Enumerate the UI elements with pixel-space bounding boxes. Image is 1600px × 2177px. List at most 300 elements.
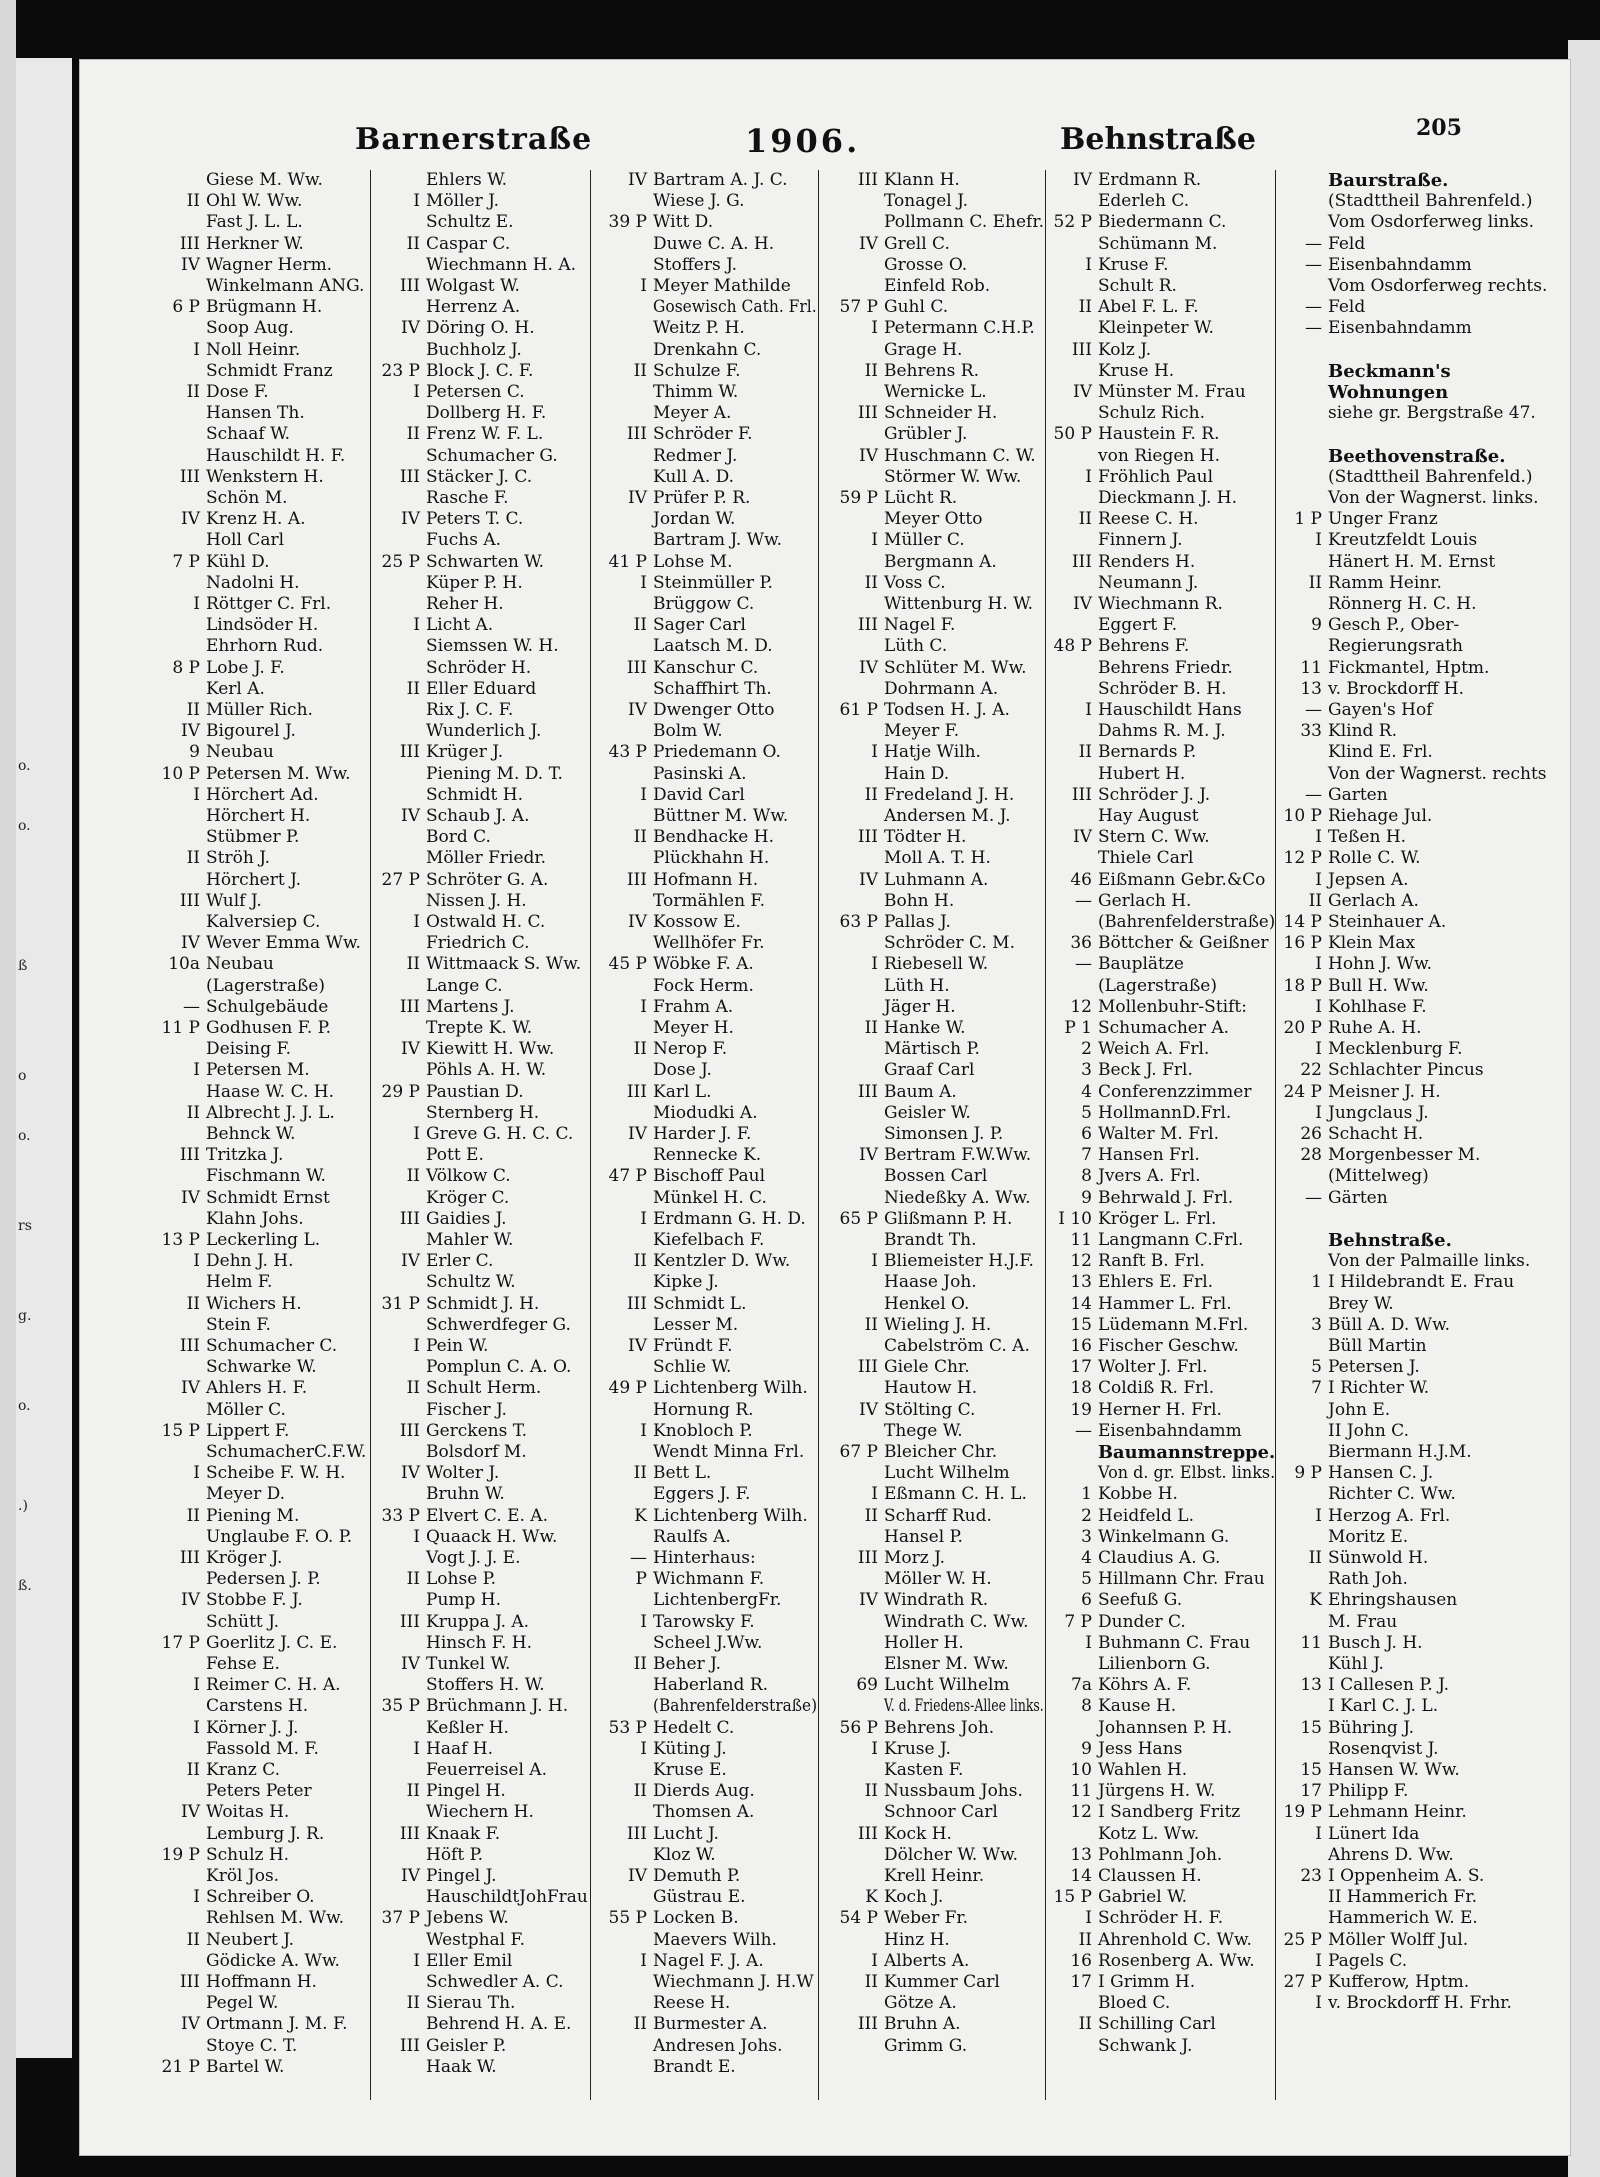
house-number: I [871, 530, 878, 551]
house-number: 3 [1081, 1526, 1092, 1547]
directory-entry [1050, 361, 1174, 382]
resident-name: Münkel H. C. [653, 1187, 767, 1208]
resident-name: Hänert H. M. Ernst [1328, 551, 1496, 572]
house-number: II [864, 1972, 878, 1992]
directory-entry [1050, 721, 1226, 742]
house-number: IV [1073, 594, 1092, 614]
resident-name: Bruhn A. [884, 2014, 961, 2035]
house-number: 10a [168, 954, 200, 975]
house-number: I [640, 996, 647, 1017]
house-number: III [857, 1357, 878, 1378]
resident-name: Grübler J. [884, 424, 968, 445]
directory-entry [1050, 1866, 1202, 1887]
resident-name: Nagel F. [884, 615, 956, 636]
house-number: I [640, 276, 647, 296]
house-number: I [871, 954, 878, 975]
directory-entry [595, 1527, 731, 1548]
resident-name: Schmidt Franz [206, 360, 333, 381]
house-number: IV [628, 700, 647, 720]
resident-name: Eller Eduard [426, 678, 537, 699]
directory-entry [822, 1866, 984, 1887]
resident-name: Scheel J.Ww. [653, 1632, 763, 1653]
house-number: I [871, 1251, 878, 1272]
house-number: IV [181, 721, 200, 742]
resident-name: Klahn Johs. [206, 1208, 304, 1229]
resident-name: Fischmann W. [206, 1166, 326, 1187]
resident-name: Tunkel W. [426, 1654, 511, 1674]
resident-name: Grimm G. [884, 2035, 968, 2056]
house-number: — [1305, 1187, 1322, 1208]
resident-name: Unglaube F. O. P. [206, 1526, 353, 1547]
directory-entry [1050, 1082, 1251, 1103]
resident-name: Fredeland J. H. [884, 784, 1015, 805]
house-number: 8 [1081, 1696, 1092, 1717]
resident-name: Thomsen A. [653, 1802, 755, 1823]
directory-entry [822, 530, 965, 551]
resident-name: Haase W. C. H. [206, 1081, 335, 1102]
resident-name: Jebens W. [426, 1908, 509, 1929]
directory-entry [1280, 318, 1472, 339]
directory-entry [822, 2036, 967, 2057]
resident-name: Pingel J. [426, 1866, 497, 1886]
resident-name: Fassold M. F. [206, 1738, 319, 1759]
house-number: I [413, 912, 420, 932]
resident-name: Nussbaum Johs. [884, 1781, 1023, 1802]
resident-name: Johannsen P. H. [1098, 1717, 1233, 1738]
directory-entry [595, 679, 772, 700]
directory-entry [1280, 1336, 1427, 1357]
directory-entry [822, 806, 1011, 827]
resident-name: Kruse H. [1098, 360, 1175, 381]
directory-entry [140, 615, 318, 636]
directory-entry [822, 1930, 950, 1951]
house-number: III [857, 403, 878, 424]
directory-entry [1050, 2036, 1192, 2057]
directory-entry [822, 424, 967, 445]
directory-entry [376, 382, 525, 403]
directory-entry [595, 1188, 767, 1209]
directory-entry [1280, 361, 1451, 382]
resident-name: Steinhauer A. [1328, 912, 1447, 932]
house-number: 54 P [839, 1908, 878, 1929]
resident-name: Wieling J. H. [884, 1314, 992, 1335]
facing-page-edge [16, 58, 72, 2058]
directory-entry [376, 1145, 484, 1166]
resident-name: Schmidt Ernst [206, 1187, 330, 1208]
margin-fragment: o. [18, 1128, 31, 1144]
directory-entry [376, 1251, 493, 1272]
resident-name: Vom Osdorferweg rechts. [1328, 276, 1548, 296]
directory-entry [822, 1124, 1003, 1145]
margin-fragment: o. [18, 758, 31, 774]
resident-name: Rasche F. [426, 488, 509, 508]
resident-name: Jepsen A. [1328, 869, 1409, 890]
house-number: I [640, 1208, 647, 1229]
house-number: IV [628, 1124, 647, 1144]
directory-entry [376, 1336, 488, 1357]
house-number: I [413, 1336, 420, 1356]
directory-entry [140, 1039, 291, 1060]
directory-entry [140, 1739, 319, 1760]
directory-entry [822, 1887, 943, 1908]
directory-entry [595, 1251, 790, 1272]
resident-name: Frenz W. F. L. [426, 424, 544, 445]
house-number: — [1305, 254, 1322, 275]
house-number: — [630, 1548, 647, 1568]
resident-name: Lobe J. F. [206, 657, 285, 678]
resident-name: Petersen M. [206, 1060, 310, 1081]
house-number: 7 P [1064, 1611, 1092, 1632]
house-number: II [633, 827, 647, 848]
house-number: 12 [1070, 996, 1092, 1017]
house-number: 15 [1070, 1314, 1092, 1335]
resident-name: Grell C. [884, 233, 950, 254]
directory-entry [1280, 615, 1459, 636]
directory-entry [1050, 1908, 1223, 1929]
directory-entry [376, 636, 559, 657]
directory-entry [1280, 1527, 1408, 1548]
house-number: I [1085, 1632, 1092, 1653]
resident-name: Völkow C. [426, 1166, 511, 1187]
resident-name: Bossen Carl [884, 1166, 988, 1187]
house-number: II [1078, 742, 1092, 763]
directory-entry [822, 1463, 1010, 1484]
resident-name: Keßler H. [426, 1717, 509, 1738]
directory-entry [1280, 1590, 1457, 1611]
resident-name: Kentzler D. Ww. [653, 1251, 791, 1272]
resident-name: Eisenbahndamm [1328, 254, 1472, 275]
directory-entry [1280, 1654, 1384, 1675]
resident-name: Winkelmann ANG. [206, 276, 365, 296]
resident-name: Thiele Carl [1098, 848, 1194, 869]
resident-name: Helm F. [206, 1272, 273, 1293]
resident-name: Pasinski A. [653, 763, 747, 784]
house-number: II [864, 1505, 878, 1526]
house-number: III [857, 1823, 878, 1844]
directory-entry [376, 488, 509, 509]
resident-name: Bendhacke H. [653, 827, 774, 848]
directory-entry [595, 827, 774, 848]
resident-name: Hofmann H. [653, 869, 759, 890]
resident-name: Schümann M. [1098, 233, 1218, 254]
resident-name: Dehn J. H. [206, 1251, 294, 1272]
directory-entry [595, 530, 782, 551]
resident-name: Westphal F. [426, 1929, 526, 1950]
directory-entry [1280, 1718, 1414, 1739]
directory-entry [1050, 170, 1201, 191]
resident-name: Schulgebäude [206, 996, 329, 1017]
margin-fragment: rs [18, 1218, 32, 1234]
resident-name: Köhrs A. F. [1098, 1675, 1192, 1696]
directory-entry [595, 997, 733, 1018]
resident-name: HollmannD.Frl. [1098, 1102, 1232, 1123]
house-number: 28 [1300, 1145, 1322, 1166]
resident-name: Schreiber O. [206, 1887, 315, 1908]
house-number: III [399, 1611, 420, 1632]
directory-entry [822, 870, 988, 891]
house-number: II [186, 1505, 200, 1526]
house-number: II [864, 1314, 878, 1335]
resident-name: Goerlitz J. C. E. [206, 1632, 338, 1653]
directory-entry [376, 1294, 539, 1315]
directory-entry [140, 997, 328, 1018]
resident-name: Demuth P. [653, 1866, 741, 1886]
resident-name: Hammerich W. E. [1328, 1908, 1478, 1929]
directory-entry [1280, 1675, 1449, 1696]
resident-name: Pedersen J. P. [206, 1569, 321, 1590]
resident-name: Bauplätze [1098, 954, 1184, 975]
directory-entry [595, 1357, 731, 1378]
resident-name: Herkner W. [206, 233, 304, 254]
resident-name: Pomplun C. A. O. [426, 1357, 572, 1378]
directory-entry [595, 1060, 712, 1081]
house-number: 16 P [1283, 933, 1322, 954]
directory-entry [1050, 1357, 1207, 1378]
house-number: IV [401, 509, 420, 530]
resident-name: Deising F. [206, 1039, 292, 1060]
directory-entry [595, 1166, 765, 1187]
resident-name: Pein W. [426, 1336, 489, 1356]
directory-entry [822, 255, 967, 276]
resident-name: Von der Wagnerst. rechts [1328, 763, 1547, 784]
resident-name: Krüger J. [426, 742, 504, 763]
resident-name: Kruppa J. A. [426, 1611, 530, 1632]
resident-name: Bernards P. [1098, 742, 1197, 763]
directory-entry [1050, 382, 1246, 403]
directory-entry [140, 488, 288, 509]
house-number: II [406, 1569, 420, 1590]
directory-entry [140, 1612, 279, 1633]
directory-entry [376, 467, 532, 488]
directory-entry [376, 403, 546, 424]
resident-name: Raulfs A. [653, 1526, 731, 1547]
resident-name: Hanke W. [884, 1018, 966, 1038]
directory-entry [376, 848, 546, 869]
directory-entry [1050, 594, 1223, 615]
directory-entry [140, 1103, 335, 1124]
directory-entry [595, 806, 788, 827]
house-number: 13 [1070, 1844, 1092, 1865]
directory-entry [822, 573, 946, 594]
resident-name: Piening M. D. T. [426, 763, 563, 784]
directory-entry [822, 1166, 987, 1187]
house-number: I [1085, 1908, 1092, 1929]
directory-entry [140, 1336, 337, 1357]
house-number: I [193, 1463, 200, 1484]
house-number: IV [859, 1399, 878, 1420]
house-number: 1 P [1294, 509, 1322, 530]
directory-entry [376, 912, 545, 933]
directory-entry [595, 1739, 727, 1760]
directory-entry [822, 1612, 1029, 1633]
resident-name: Pöhls A. H. W. [426, 1060, 547, 1081]
house-number: III [1071, 551, 1092, 572]
directory-entry [376, 255, 576, 276]
resident-name: Fischer Geschw. [1098, 1336, 1239, 1356]
house-number: III [1071, 784, 1092, 805]
directory-entry [822, 1060, 974, 1081]
house-number: II [633, 360, 647, 381]
directory-entry [140, 212, 303, 233]
directory-entry [595, 1315, 738, 1336]
directory-entry [1280, 1018, 1421, 1039]
directory-entry [376, 785, 523, 806]
resident-name: Ehlers E. Frl. [1098, 1272, 1214, 1293]
house-number: I [1315, 1950, 1322, 1971]
house-number: III [857, 1081, 878, 1102]
resident-name: Kipke J. [653, 1272, 719, 1293]
directory-entry [140, 1421, 289, 1442]
resident-name: Brandt Th. [884, 1230, 977, 1250]
directory-entry [1280, 1506, 1450, 1527]
directory-entry [376, 976, 503, 997]
directory-entry [140, 1315, 271, 1336]
resident-name: Graaf Carl [884, 1060, 975, 1081]
directory-entry [376, 658, 531, 679]
resident-name: Beher J. [653, 1654, 721, 1674]
directory-entry [1050, 1824, 1199, 1845]
directory-entry [822, 1654, 1009, 1675]
resident-name: Schulze F. [653, 360, 741, 381]
directory-entry [1280, 1400, 1390, 1421]
directory-entry [595, 1781, 755, 1802]
directory-entry [140, 1124, 296, 1145]
directory-entry [376, 2036, 506, 2057]
house-number: I [413, 1738, 420, 1759]
directory-entry [1280, 594, 1476, 615]
directory-entry [595, 1972, 814, 1993]
house-number: 5 [1311, 1357, 1322, 1378]
directory-entry [1280, 1421, 1409, 1442]
directory-entry [1050, 1400, 1222, 1421]
resident-name: Walter M. Frl. [1098, 1124, 1219, 1144]
resident-name: Wulf J. [206, 890, 262, 911]
resident-name: Cabelström C. A. [884, 1336, 1030, 1356]
directory-entry [595, 467, 734, 488]
directory-entry [140, 1802, 289, 1823]
house-number: IV [859, 445, 878, 466]
directory-entry [376, 297, 520, 318]
resident-name: Stobbe F. J. [206, 1590, 303, 1611]
resident-name: Wiechmann H. A. [426, 254, 577, 275]
directory-entry [1280, 997, 1427, 1018]
resident-name: Lichtenberg Wilh. [653, 1505, 808, 1526]
resident-name: Seefuß G. [1098, 1590, 1183, 1611]
directory-entry [376, 1781, 506, 1802]
house-number: 1 [1311, 1272, 1322, 1293]
directory-entry [140, 1993, 278, 2014]
directory-entry [376, 318, 535, 339]
directory-entry [376, 170, 507, 191]
resident-name: Haustein F. R. [1098, 424, 1220, 445]
resident-name: LichtenbergFr. [653, 1590, 782, 1611]
directory-entry [140, 1696, 308, 1717]
directory-entry [1280, 467, 1533, 488]
resident-name: Bertram F.W.Ww. [884, 1145, 1032, 1166]
directory-entry [376, 1082, 524, 1103]
directory-entry [1280, 848, 1421, 869]
directory-entry [140, 1654, 280, 1675]
house-number: III [179, 1336, 200, 1356]
house-number: 5 [1081, 1102, 1092, 1123]
directory-entry [1280, 1188, 1388, 1209]
resident-name: Bartram A. J. C. [653, 170, 788, 190]
house-number: III [399, 742, 420, 763]
house-number: II [864, 1018, 878, 1038]
resident-name: Finnern J. [1098, 530, 1183, 551]
resident-name: Wittmaack S. Ww. [426, 954, 582, 975]
directory-entry [595, 1272, 719, 1293]
house-number: IV [181, 2014, 200, 2035]
house-number: I [1315, 996, 1322, 1017]
house-number: II [633, 1654, 647, 1674]
resident-name: Schröder C. M. [884, 933, 1015, 954]
house-number: I [1085, 254, 1092, 275]
directory-entry [140, 1463, 345, 1484]
resident-name: Schwedler A. C. [426, 1972, 564, 1992]
directory-entry [822, 1527, 963, 1548]
directory-entry [376, 1357, 571, 1378]
resident-name: Sierau Th. [426, 1993, 516, 2014]
house-number: IV [401, 1251, 420, 1272]
directory-entry [1050, 1103, 1231, 1124]
resident-name: Jordan W. [653, 509, 736, 530]
resident-name: Baurstraße. [1328, 170, 1449, 191]
house-number: IV [859, 1145, 878, 1166]
resident-name: Kalversiep C. [206, 912, 321, 932]
house-number: — [1305, 784, 1322, 805]
resident-name: Schulz Rich. [1098, 403, 1205, 424]
resident-name: Gerlach H. [1098, 890, 1192, 911]
directory-entry [140, 1272, 272, 1293]
directory-entry [822, 1336, 1030, 1357]
directory-entry [1050, 212, 1226, 233]
directory-entry [1050, 255, 1169, 276]
directory-entry [1050, 573, 1198, 594]
directory-entry [1050, 403, 1205, 424]
directory-entry [822, 954, 988, 975]
directory-entry [1280, 509, 1438, 530]
directory-entry [822, 1421, 963, 1442]
resident-name: Henkel O. [884, 1293, 970, 1314]
house-number: 29 P [381, 1081, 420, 1102]
house-number: IV [181, 509, 200, 530]
resident-name: Schütt J. [206, 1611, 280, 1632]
resident-name: Meyer D. [206, 1484, 286, 1505]
directory-entry [595, 1209, 806, 1230]
directory-entry [822, 446, 1036, 467]
house-number: II [406, 1993, 420, 2014]
directory-entry [1050, 1612, 1186, 1633]
resident-name: Wittenburg H. W. [884, 594, 1034, 614]
resident-name: Rosenqvist J. [1328, 1738, 1439, 1759]
resident-name: Hinsch F. H. [426, 1632, 532, 1653]
resident-name: I Sandberg Fritz [1098, 1802, 1241, 1823]
resident-name: Bolm W. [653, 721, 723, 742]
directory-entry [1280, 488, 1539, 509]
resident-name: Schaub J. A. [426, 806, 530, 826]
resident-name: Philipp F. [1328, 1781, 1409, 1802]
directory-entry [376, 1718, 509, 1739]
house-number: 5 [1081, 1569, 1092, 1590]
directory-entry [140, 530, 284, 551]
house-number: 47 P [608, 1166, 647, 1187]
directory-entry [376, 1993, 515, 2014]
resident-name: Ostwald H. C. [426, 912, 546, 932]
resident-name: Eisenbahndamm [1098, 1420, 1242, 1441]
directory-entry [140, 954, 274, 975]
directory-entry [1050, 848, 1193, 869]
